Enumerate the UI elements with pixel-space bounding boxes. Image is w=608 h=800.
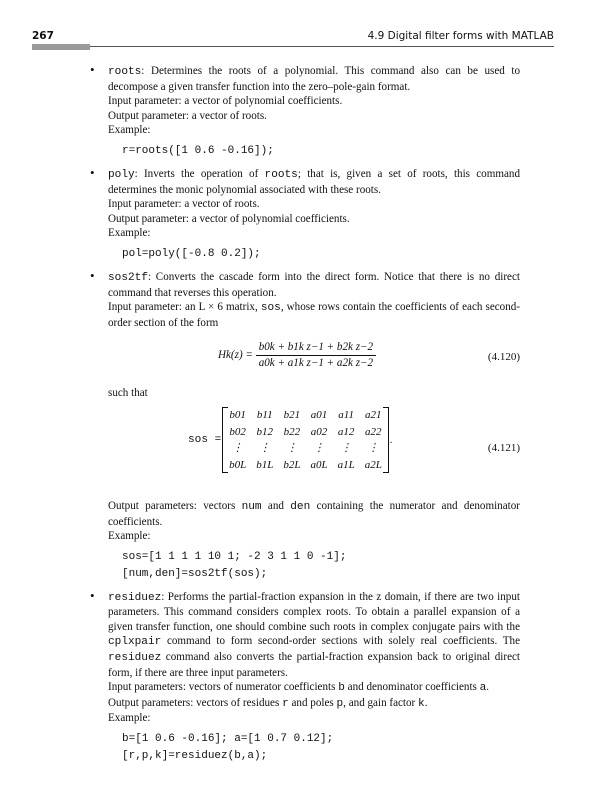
list-item-poly: [90, 164, 520, 262]
matrix-cell: a01: [310, 408, 328, 421]
equation-4-120: [108, 338, 520, 378]
header-bar: [32, 44, 90, 50]
eq1-number: (4.120): [487, 351, 520, 364]
matrix-cell: b0L: [229, 458, 247, 471]
sos2tf-output: Output parameters: vectors num and den containing the numerator and denominator coefficients.: [108, 499, 520, 528]
roots-example-label: Example:: [108, 124, 151, 137]
poly-output: Output parameter: a vector of polynomial coefficients.: [108, 212, 350, 225]
matrix-cell: b11: [256, 408, 273, 421]
roots-code: r=roots([1 0.6 -0.16]);: [122, 144, 274, 157]
poly-description: poly: Inverts the operation of roots; that is, given a set of roots, this command determines the monic polynomial associated with these roots.: [108, 167, 520, 196]
such-that: such that: [108, 387, 148, 400]
eq1-lhs: Hk(z) =: [218, 349, 253, 362]
matrix-cell: ⋮: [286, 442, 298, 455]
matrix-cell: b1L: [256, 458, 274, 471]
residuez-code-1: b=[1 0.6 -0.16]; a=[1 0.7 0.12];: [122, 733, 334, 746]
matrix-row: [224, 407, 387, 424]
list-item-sos2tf: [90, 267, 520, 582]
main-content: [90, 64, 520, 772]
matrix-cell: a22: [365, 425, 382, 438]
matrix-cell: a0L: [310, 458, 328, 471]
matrix-cell: a21: [365, 408, 382, 421]
residuez-output: Output parameters: vectors of residues r and poles p, and gain factor k.: [108, 696, 428, 710]
bullet: •: [90, 164, 95, 180]
sos-matrix: [224, 407, 387, 473]
poly-example-label: Example:: [108, 227, 151, 240]
matrix-cell: ⋮: [259, 442, 271, 455]
matrix-cell: b21: [283, 408, 301, 421]
matrix-row: [224, 457, 387, 474]
matrix-cell: a12: [337, 425, 355, 438]
residuez-code-2: [r,p,k]=residuez(b,a);: [122, 750, 268, 763]
matrix-cell: ⋮: [367, 442, 379, 455]
matrix-cell: ⋮: [313, 442, 325, 455]
bullet: •: [90, 62, 95, 77]
header-rule: [32, 46, 554, 47]
residuez-input: Input parameters: vectors of numerator coefficients b and denominator coefficients a.: [108, 681, 490, 695]
matrix-cell: a1L: [337, 458, 355, 471]
sos2tf-code-1: sos=[1 1 1 1 10 1; -2 3 1 1 0 -1];: [122, 550, 347, 563]
list-item-roots: [90, 64, 520, 159]
matrix-cell: ⋮: [232, 442, 244, 455]
residuez-description: residuez: Performs the partial-fraction expansion in the z domain, if there are two input parameters. This command considers complex roots. To obtain a parallel expansion of a given transfer function, one should combine such roots in complex conjugate pairs with the cplxpair command to form second-order sections with solely real coefficients. The residuez command also converts the partial-fraction expansion back to original direct form, if there are three input parameters.: [108, 590, 520, 679]
eq1-numerator: b0k + b1k z−1 + b2k z−2: [256, 340, 376, 356]
residuez-example-label: Example:: [108, 712, 151, 725]
matrix-cell: ⋮: [340, 442, 352, 455]
matrix-cell: b02: [229, 425, 246, 438]
matrix-row: [224, 424, 387, 441]
roots-output: Output parameter: a vector of roots.: [108, 109, 267, 122]
eq1-denominator: a0k + a1k z−1 + a2k z−2: [258, 356, 374, 369]
running-title: 4.9 Digital filter forms with MATLAB: [367, 30, 554, 42]
page-header: [32, 30, 554, 44]
page-number: 267: [32, 30, 54, 42]
eq2-lhs: sos =: [188, 433, 222, 446]
equation-4-121: sos = b01 b11 b21 a01 a11 a21 b02 b12 b22 a02 a12 a22 ⋮ ⋮ ⋮ ⋮ ⋮ ⋮ b0L b1L b2L a0L a1L a2L . (4.121): [108, 407, 520, 491]
matrix-row: [224, 440, 387, 457]
sos2tf-description: sos2tf: Converts the cascade form into the direct form. Notice that there is no direct command that reverses this operation.: [108, 270, 520, 299]
matrix-cell: b22: [283, 425, 301, 438]
poly-input: Input parameter: a vector of roots.: [108, 198, 260, 211]
roots-description: roots: Determines the roots of a polynomial. This command also can be used to decompose a given transfer function into the zero–pole-gain format.: [108, 65, 520, 93]
eq1-fraction: [256, 340, 376, 370]
matrix-cell: a2L: [364, 458, 382, 471]
list-item-residuez: [90, 587, 520, 764]
matrix-cell: b12: [256, 425, 274, 438]
bullet: •: [90, 587, 95, 603]
matrix-cell: a02: [310, 425, 328, 438]
sos2tf-input: Input parameter: an L × 6 matrix, sos, whose rows contain the coefficients of each second-order section of the form: [108, 301, 520, 329]
roots-input: Input parameter: a vector of polynomial coefficients.: [108, 95, 343, 108]
poly-code: pol=poly([-0.8 0.2]);: [122, 247, 261, 260]
sos2tf-code-2: [num,den]=sos2tf(sos);: [122, 567, 268, 580]
sos2tf-example-label: Example:: [108, 530, 151, 543]
matrix-cell: b2L: [283, 458, 301, 471]
bullet: •: [90, 267, 95, 283]
eq2-number: (4.121): [487, 441, 520, 454]
matrix-cell: a11: [338, 408, 354, 421]
matrix-cell: b01: [229, 408, 246, 421]
